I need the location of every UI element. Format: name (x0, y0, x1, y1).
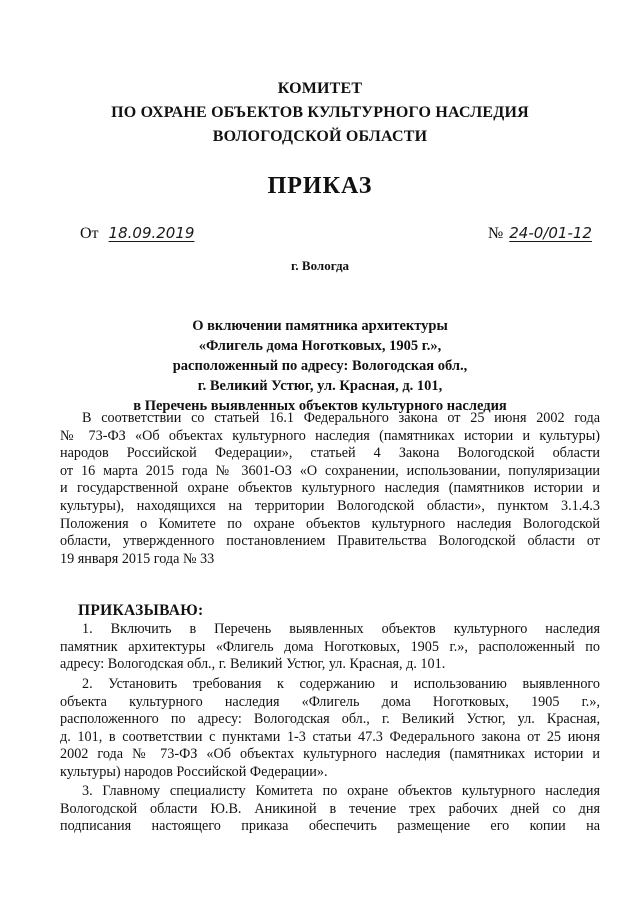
preamble-paragraph (60, 410, 600, 568)
preamble-line: от 16 марта 2015 года № 3601-ОЗ «О сохранении, использовании, популяризации (60, 462, 600, 479)
item-line: культуры) народов Российской Федерации». (60, 763, 328, 780)
item-line: подписания настоящего приказа обеспечить размещение его копии на (60, 818, 600, 835)
preamble-line: 19 января 2015 года № 33 (60, 550, 215, 567)
committee-name-line2: ПО ОХРАНЕ ОБЪЕКТОВ КУЛЬТУРНОГО НАСЛЕДИЯ (111, 104, 529, 121)
document-date (80, 224, 194, 243)
preamble-line: области, утвержденного постановлением Правительства Вологодской области от (60, 533, 600, 550)
number-prefix: № (488, 225, 504, 242)
date-handwritten: 18.09.2019 (108, 224, 195, 242)
document-number (488, 224, 592, 243)
preamble-line: и государственной охране объектов культурного наследия (памятников истории и (60, 480, 600, 497)
item-line: памятник архитектуры «Флигель дома Ноготковых, 1905 г.», расположенный по (60, 638, 600, 655)
committee-name-line1: КОМИТЕТ (277, 80, 363, 97)
item-line: д. 101, в соответствии с пунктами 1-3 статьи 47.3 Федерального закона от 25 июня (60, 728, 600, 745)
item-line: объекта культурного наследия «Флигель дома Ноготковых, 1905 г.», (60, 693, 600, 710)
committee-name-line3: ВОЛОГОДСКОЙ ОБЛАСТИ (212, 128, 428, 145)
order-word: ПРИКАЗЫВАЮ: (78, 602, 204, 619)
preamble-line: В соответствии со статьей 16.1 Федерального закона от 25 июня 2002 года (82, 410, 600, 426)
item-line: 2. Установить требования к содержанию и использованию выявленного (82, 676, 600, 692)
number-handwritten: 24-0/01-12 (509, 224, 592, 242)
item-line: 1. Включить в Перечень выявленных объектов культурного наследия (82, 621, 600, 637)
item-line: адресу: Вологодская обл., г. Великий Устюг, ул. Красная, д. 101. (60, 656, 446, 673)
subject-line: О включении памятника архитектуры (192, 318, 448, 334)
subject-line: г. Великий Устюг, ул. Красная, д. 101, (197, 378, 443, 394)
order-item-1 (60, 621, 600, 674)
preamble-line: культуры), находящихся на территории Вологодской области», пунктом 3.1.4.3 (60, 497, 600, 514)
subject-line: расположенный по адресу: Вологодская обл., (172, 358, 468, 374)
date-prefix: От (80, 225, 99, 242)
order-subject (0, 316, 640, 416)
subject-line: в Перечень выявленных объектов культурного наследия (133, 398, 507, 414)
item-line: 3. Главному специалисту Комитета по охране объектов культурного наследия (82, 783, 600, 799)
preamble-line: № 73-ФЗ «Об объектах культурного наследия (памятниках истории и культуры) (60, 427, 600, 444)
preamble-line: народов Российской Федерации», статьей 4 Закона Вологодской области (60, 445, 600, 462)
subject-line: «Флигель дома Ноготковых, 1905 г.», (198, 338, 442, 354)
order-item-2 (60, 676, 600, 782)
city-line: г. Вологда (290, 258, 350, 273)
preamble-line: Положения о Комитете по охране объектов культурного наследия Вологодской (60, 515, 600, 532)
order-item-3 (60, 783, 600, 836)
document-type-title: ПРИКАЗ (267, 173, 373, 199)
item-line: Вологодской области Ю.В. Аникиной в течение трех рабочих дней со дня (60, 800, 600, 817)
item-line: 2002 года № 73-ФЗ «Об объектах культурного наследия (памятниках истории и (60, 746, 600, 763)
item-line: расположенного по адресу: Вологодская обл., г. Великий Устюг, ул. Красная, (60, 711, 600, 728)
